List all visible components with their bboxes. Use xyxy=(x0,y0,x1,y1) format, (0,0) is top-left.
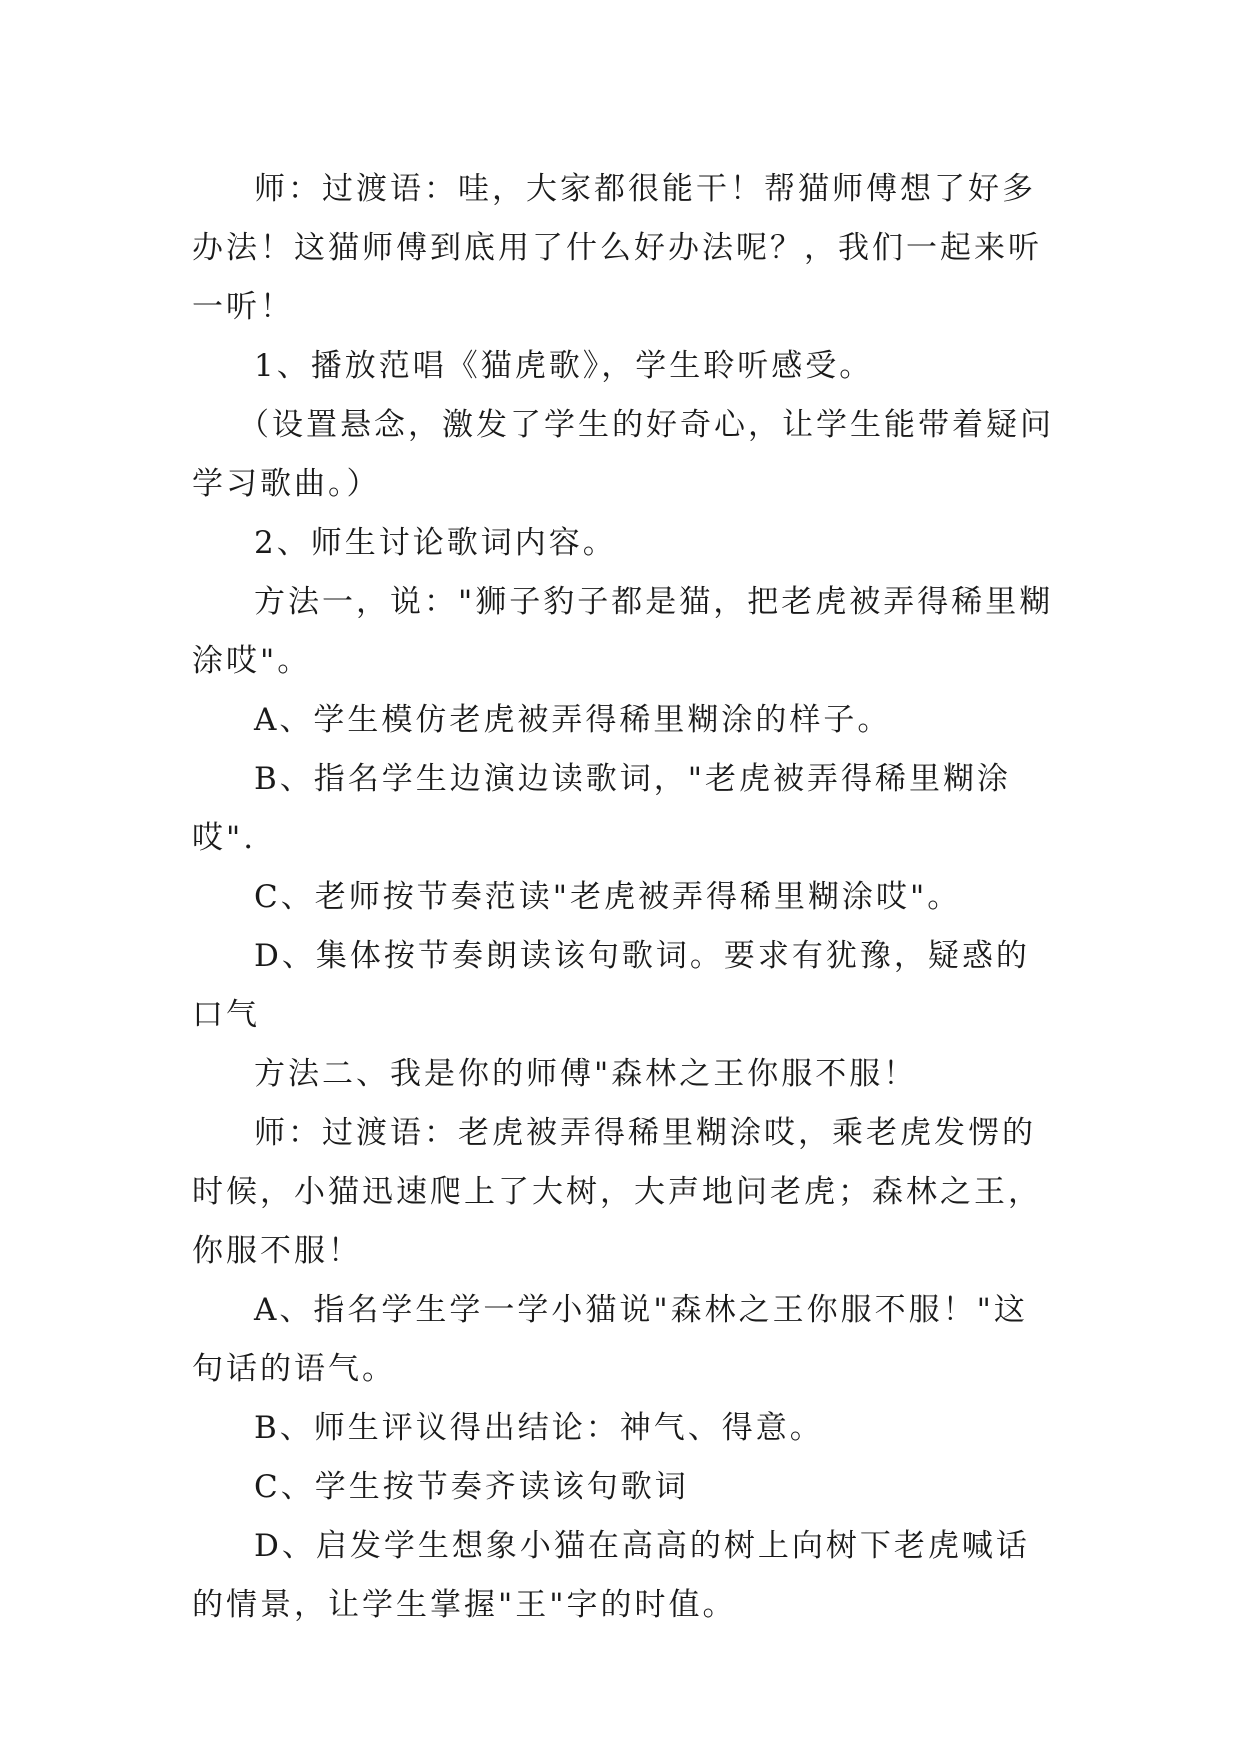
paragraph-method-2-d: D、启发学生想象小猫在高高的树上向树下老虎喊话的情景，让学生掌握"王"字的时值。 xyxy=(192,1528,1030,1623)
paragraph-design-note: （设置悬念，激发了学生的好奇心，让学生能带着疑问学习歌曲。） xyxy=(192,407,1054,502)
paragraph-method-1-a: A、学生模仿老虎被弄得稀里糊涂的样子。 xyxy=(254,702,892,738)
paragraph-step-1: 1、播放范唱《猫虎歌》，学生聆听感受。 xyxy=(254,348,874,384)
document-body xyxy=(192,160,1057,1635)
paragraph-teacher-transition-2: 师：过渡语：老虎被弄得稀里糊涂哎，乘老虎发愣的时候，小猫迅速爬上了大树，大声地问老虎；森林之王，你服不服！ xyxy=(192,1115,1042,1269)
paragraph-method-1-b: B、指名学生边演边读歌词，"老虎被弄得稀里糊涂哎". xyxy=(192,761,1012,856)
paragraph-method-2-c: C、学生按节奏齐读该句歌词 xyxy=(254,1469,689,1505)
paragraph-teacher-transition-1: 师：过渡语：哇，大家都很能干！帮猫师傅想了好多办法！这猫师傅到底用了什么好办法呢？，我们一起来听一听！ xyxy=(192,171,1042,325)
paragraph-method-2: 方法二、我是你的师傅"森林之王你服不服！ xyxy=(254,1056,918,1092)
paragraph-method-1-d: D、集体按节奏朗读该句歌词。要求有犹豫，疑惑的口气 xyxy=(192,938,1030,1033)
paragraph-method-1: 方法一，说："狮子豹子都是猫，把老虎被弄得稀里糊涂哎"。 xyxy=(192,584,1054,679)
paragraph-method-2-a: A、指名学生学一学小猫说"森林之王你服不服！"这句话的语气。 xyxy=(192,1292,1028,1387)
paragraph-method-2-b: B、师生评议得出结论：神气、得意。 xyxy=(254,1410,824,1446)
paragraph-method-1-c: C、老师按节奏范读"老虎被弄得稀里糊涂哎"。 xyxy=(254,879,962,915)
paragraph-step-2: 2、师生讨论歌词内容。 xyxy=(254,525,617,561)
